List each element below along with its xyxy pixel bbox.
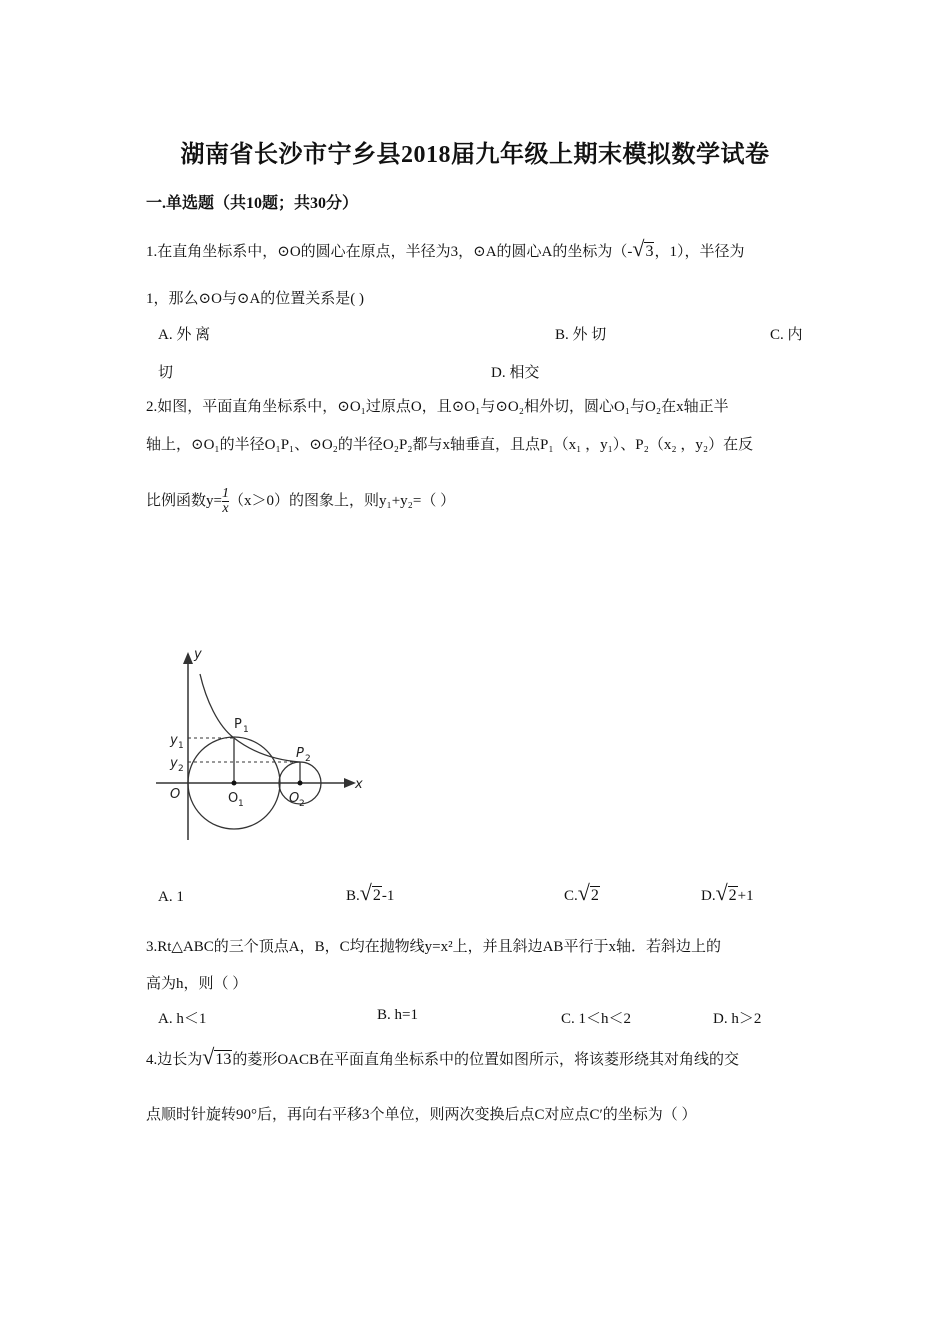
y-axis-arrow — [183, 652, 193, 664]
q2-option-d[interactable] — [701, 880, 754, 906]
label-p2-sub: 2 — [305, 754, 311, 764]
q1-option-b[interactable]: B. 外 切 — [555, 327, 607, 343]
q1-coord-rest: ，1 — [654, 244, 677, 260]
q3-option-c[interactable]: C. 1＜h＜2 — [561, 1011, 632, 1027]
label-y2-sub: 2 — [178, 764, 184, 774]
q1-option-c[interactable]: C. 内 — [770, 327, 803, 343]
q2-text-a: 比例函数y= — [146, 492, 222, 509]
q3-option-a[interactable]: A. h＜1 — [158, 1011, 207, 1027]
q4-text-a: 4.边长为 — [146, 1052, 203, 1068]
label-y-axis: y — [194, 647, 202, 662]
q4-text-b: 的菱形OACB在平面直角坐标系中的位置如图所示，将该菱形绕其对角线的交 — [232, 1052, 740, 1068]
q2-option-c[interactable] — [564, 880, 600, 906]
q2-line3 — [146, 487, 455, 516]
q3-line2: 高为h，则（ ） — [146, 976, 248, 992]
q2-opt-b-label: B. — [346, 888, 360, 904]
q2-option-a[interactable]: A. 1 — [158, 889, 184, 905]
q1-coord-sqrt-value: 3 — [645, 243, 654, 260]
q3-option-d[interactable]: D. h＞2 — [713, 1011, 762, 1027]
q2-opt-c-label: C. — [564, 888, 578, 904]
q4-sqrt: √13 — [202, 1044, 232, 1069]
label-p2: P — [296, 746, 304, 761]
label-p1-sub: 1 — [243, 725, 249, 735]
label-x-axis: x — [355, 777, 363, 792]
q1-option-d[interactable]: D. 相交 — [491, 365, 540, 381]
q2-frac-num: 1 — [221, 486, 229, 501]
q2-opt-b-post: -1 — [381, 888, 395, 904]
label-y1: y — [170, 733, 178, 748]
q1-line2: 1，那么⊙O与⊙A的位置关系是( ) — [146, 291, 365, 307]
label-o1-sub: 1 — [238, 799, 244, 809]
q2-opt-d-label: D. — [701, 888, 716, 904]
q1-text-b: ），半径为 — [676, 244, 745, 260]
label-o1: O — [228, 791, 239, 806]
label-o2: O — [289, 791, 300, 806]
q3-option-b[interactable]: B. h=1 — [377, 1007, 418, 1023]
q2-line2: 轴上，⊙O₁的半径O₁P₁、⊙O₂的半径O₂P₂都与x轴垂直，且点P₁（x₁ ，y₁）、P₂（x₂ ，y₂）在反 — [146, 437, 754, 453]
q2-option-b[interactable] — [346, 880, 394, 906]
label-origin: O — [170, 787, 181, 802]
q2-opt-b-sqrt: √2 — [359, 880, 381, 905]
q2-text-b: （x＞0）的图象上，则y₁+y₂=（ ） — [228, 492, 456, 509]
q4-line1 — [146, 1044, 739, 1070]
q2-opt-c-sqrt: √2 — [577, 880, 599, 905]
q2-figure — [148, 640, 378, 850]
q4-sqrt-value: 13 — [215, 1051, 232, 1068]
label-y1-sub: 1 — [178, 741, 184, 751]
label-o2-sub: 2 — [299, 799, 305, 809]
q2-opt-c-sqrt-value: 2 — [590, 887, 599, 904]
hyperbola-curve — [200, 674, 300, 762]
q2-opt-d-post: +1 — [737, 888, 754, 904]
q1-coord-sqrt: √3 — [632, 236, 654, 261]
q2-fraction — [222, 487, 229, 516]
q1-option-c-cont: 切 — [158, 365, 174, 381]
q1-text-a: 1.在直角坐标系中，⊙O的圆心在原点，半径为3，⊙A的圆心A的坐标为（ — [146, 244, 628, 260]
q2-opt-d-sqrt: √2 — [715, 880, 737, 905]
q2-line1: 2.如图，平面直角坐标系中，⊙O₁过原点O，且⊙O₁与⊙O₂相外切，圆心O₁与O₂在x轴正半 — [146, 399, 729, 415]
q2-opt-d-sqrt-value: 2 — [728, 887, 737, 904]
page-title: 湖南省长沙市宁乡县2018届九年级上期末模拟数学试卷 — [180, 142, 770, 168]
q3-line1: 3.Rt△ABC的三个顶点A，B，C均在抛物线y=x²上，并且斜边AB平行于x轴．若斜边上的 — [146, 939, 721, 955]
q1-line1 — [146, 236, 745, 262]
label-p1: P — [234, 717, 242, 732]
point-o2 — [298, 781, 303, 786]
q2-opt-b-sqrt-value: 2 — [372, 887, 381, 904]
q1-coord-minus: - — [627, 244, 633, 260]
label-y2: y — [170, 756, 178, 771]
point-o1 — [232, 781, 237, 786]
q2-frac-den: x — [222, 501, 229, 516]
q1-option-a[interactable]: A. 外 离 — [158, 327, 211, 343]
q4-line2: 点顺时针旋转90°后，再向右平移3个单位，则两次变换后点C对应点C′的坐标为（ ） — [146, 1107, 697, 1123]
section-heading: 一.单选题（共10题；共30分） — [146, 195, 359, 212]
